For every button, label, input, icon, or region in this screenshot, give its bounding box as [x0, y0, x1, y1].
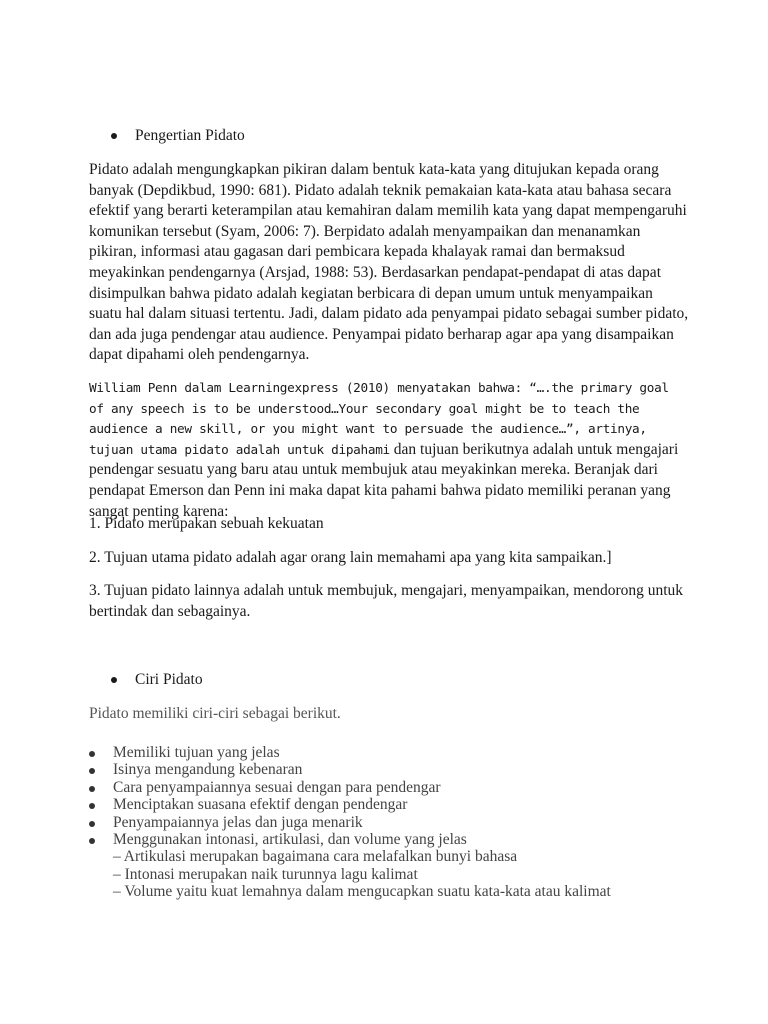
- paragraph-definition: Pidato adalah mengungkapkan pikiran dalam bentuk kata-kata yang ditujukan kepada orang banyak (Depdikbud, 1990: 681). Pidato adalah teknik pemakaian kata-kata atau bahasa secara efektif yang berarti keterampilan atau kemahiran dalam memilih kata yang dapat mempengaruhi komunikan tersebut (Syam, 2006: 7). Berpidato adalah menyampaikan dan menanamkan pikiran, informasi atau gagasan dari pembicara kepada khalayak ramai dan bermaksud meyakinkan pendengarnya (Arsjad, 1988: 53). Berdasarkan pendapat-pendapat di atas dapat disimpulkan bahwa pidato adalah kegiatan berbicara di depan umum untuk menyampaikan suatu hal dalam situasi tertentu. Jadi, dalam pidato ada penyampai pidato sebagai sumber pidato, dan ada juga pendengar atau audience. Penyampai pidato berharap agar apa yang disampaikan dapat dipahami oleh pendengarnya.: [89, 161, 689, 364]
- numbered-item-3: 3. Tujuan pidato lainnya adalah untuk membujuk, mengajari, menyampaikan, mendorong untuk bertindak dan sebagainya.: [89, 582, 684, 620]
- bullet-dot: [111, 677, 117, 683]
- list-item-text: Memiliki tujuan yang jelas: [113, 744, 280, 761]
- list-item-text: Penyampaiannya jelas dan juga menarik: [113, 813, 363, 831]
- bullet-dot: [89, 803, 95, 809]
- list-item-text: Menggunakan intonasi, artikulasi, dan volume yang jelas: [113, 831, 467, 849]
- numbered-item-1: 1. Pidato merupakan sebuah kekuatan: [89, 515, 324, 532]
- ciri-intro: Pidato memiliki ciri-ciri sebagai berikut.: [89, 705, 341, 722]
- bullet-dot: [89, 838, 95, 844]
- sub-list-item: – Artikulasi merupakan bagaimana cara melafalkan bunyi bahasa: [113, 848, 518, 866]
- paragraph-william-penn: [89, 378, 689, 522]
- heading-text: Pengertian Pidato: [135, 127, 245, 144]
- bullet-dot: [89, 821, 95, 827]
- numbered-item-2: 2. Tujuan utama pidato adalah agar orang lain memahami apa yang kita sampaikan.]: [89, 549, 612, 566]
- quote-text: William Penn dalam Learningexpress (2010) menyatakan bahwa: “….the primary goal of any speech is to be understood…Your secondary goal might be to teach the audience a new skill, or you might want to persuade the audience…”, artinya, tujuan utama pidato adalah untuk dipahami: [89, 380, 669, 457]
- list-item: [89, 796, 689, 813]
- sub-list-item: – Volume yaitu kuat lemahnya dalam mengucapkan suatu kata-kata atau kalimat: [113, 883, 611, 901]
- list-item: [89, 831, 689, 848]
- list-item: [89, 814, 689, 831]
- ciri-bullet-list: [89, 744, 689, 901]
- sub-list-item: – Intonasi merupakan naik turunnya lagu kalimat: [113, 865, 418, 883]
- bullet-dot: [111, 133, 117, 139]
- bullet-dot: [89, 786, 95, 792]
- bullet-dot: [89, 751, 95, 757]
- heading-text: Ciri Pidato: [135, 671, 203, 688]
- bullet-dot: [89, 768, 95, 774]
- list-item: [89, 779, 689, 796]
- paragraph-continuation: dan tujuan berikutnya adalah untuk mengajari pendengar sesuatu yang baru atau untuk membujuk atau meyakinkan mereka. Beranjak dari pendapat Emerson dan Penn ini maka dapat kita pahami bahwa pidato memiliki peranan yang sangat penting karena:: [89, 440, 679, 520]
- list-item-text: Menciptakan suasana efektif dengan pendengar: [113, 796, 408, 814]
- list-item: [89, 761, 689, 778]
- list-item-text: Cara penyampaiannya sesuai dengan para pendengar: [113, 778, 441, 796]
- list-item-text: Isinya mengandung kebenaran: [113, 761, 303, 779]
- list-item: [89, 744, 689, 761]
